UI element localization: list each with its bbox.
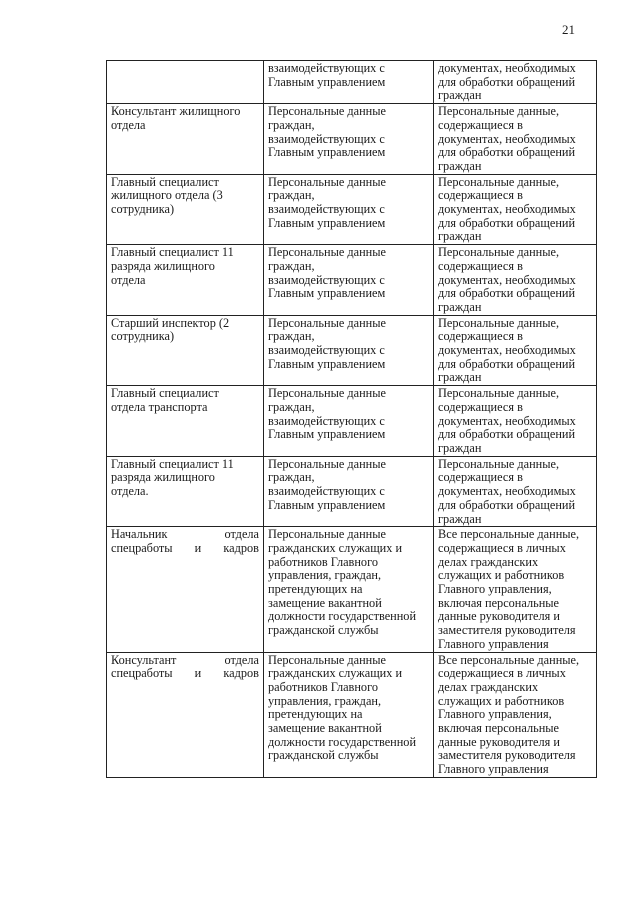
data-category-cell (264, 386, 434, 457)
data-scope-cell-line: служащих и работников (438, 693, 565, 708)
data-category-cell-line: взаимодействующих с (268, 484, 385, 499)
data-category-cell-line: Персональные данные (268, 245, 386, 260)
data-scope-cell (434, 315, 597, 386)
data-scope-cell-line: содержащиеся в (438, 470, 523, 485)
table-row (107, 456, 597, 527)
position-cell (107, 652, 264, 777)
data-category-cell-line: гражданской службы (268, 748, 379, 763)
data-category-cell-line: граждан, (268, 188, 315, 203)
data-category-cell-line: претендующих на (268, 582, 363, 597)
table-row (107, 386, 597, 457)
position-cell-line: отдела. (111, 484, 149, 499)
data-scope-cell-line: для обработки обращений (438, 215, 576, 230)
data-category-cell-line: Главным управлением (268, 215, 386, 230)
data-category-cell-line: гражданских служащих и (268, 540, 403, 555)
data-category-cell-line: Персональные данные (268, 315, 386, 330)
position-cell (107, 386, 264, 457)
data-category-cell (264, 652, 434, 777)
data-category-cell-line: Главным управлением (268, 356, 386, 371)
data-category-cell-line: взаимодействующих с (268, 413, 385, 428)
data-category-cell (264, 61, 434, 104)
data-scope-cell-line: заместителя руководителя (438, 748, 576, 763)
data-scope-cell-line: для обработки обращений (438, 427, 576, 442)
data-scope-cell-line: документах, необходимых (438, 343, 576, 358)
data-scope-cell-line: данные руководителя и (438, 734, 560, 749)
data-scope-cell (434, 104, 597, 175)
data-scope-cell (434, 527, 597, 652)
position-cell-line: Начальник отдела (111, 527, 259, 542)
data-scope-cell-line: делах гражданских (438, 554, 539, 569)
data-category-cell-line: Главным управлением (268, 427, 386, 442)
data-category-cell-line: взаимодействующих с (268, 272, 385, 287)
page-number: 21 (562, 22, 575, 37)
table-row (107, 174, 597, 245)
table-row (107, 315, 597, 386)
data-scope-cell-line: для обработки обращений (438, 145, 576, 160)
position-cell-line: Главный специалист (111, 174, 219, 189)
data-category-cell-line: граждан, (268, 329, 315, 344)
data-category-cell-line: должности государственной (268, 609, 417, 624)
data-scope-cell-line: включая персональные (438, 721, 559, 736)
data-scope-cell-line: для обработки обращений (438, 286, 576, 301)
position-cell-line: сотрудника) (111, 202, 175, 217)
data-scope-cell-line: содержащиеся в (438, 258, 523, 273)
data-category-cell-line: Персональные данные (268, 456, 386, 471)
position-cell-line: отдела (111, 117, 146, 132)
data-category-cell-line: граждан, (268, 117, 315, 132)
position-cell-line: Консультант отдела (111, 652, 259, 667)
data-category-cell-line: Персональные данные (268, 386, 386, 401)
data-scope-cell (434, 245, 597, 316)
data-scope-cell-line: делах гражданских (438, 679, 539, 694)
position-cell-line: отдела (111, 272, 146, 287)
data-category-cell-line: управления, граждан, (268, 693, 382, 708)
position-cell-line: спецработы и кадров (111, 540, 259, 555)
data-scope-cell-line: содержащиеся в (438, 329, 523, 344)
data-category-cell-line: работников Главного (268, 554, 378, 569)
position-cell (107, 245, 264, 316)
data-scope-cell-line: заместителя руководителя (438, 623, 576, 638)
data-scope-cell-line: Все персональные данные, (438, 527, 580, 542)
data-scope-cell-line: Главного управления, (438, 707, 552, 722)
position-cell (107, 527, 264, 652)
data-scope-cell-line: включая персональные (438, 595, 559, 610)
data-category-cell-line: замещение вакантной (268, 721, 382, 736)
data-category-cell (264, 245, 434, 316)
data-scope-cell (434, 456, 597, 527)
position-cell-line: жилищного отдела (3 (111, 188, 223, 203)
position-cell-line: Консультант жилищного (111, 104, 241, 119)
table-row (107, 104, 597, 175)
data-category-cell-line: Персональные данные (268, 527, 386, 542)
data-category-cell-line: гражданской службы (268, 623, 379, 638)
position-cell-line: сотрудника) (111, 329, 175, 344)
data-category-cell-line: гражданских служащих и (268, 666, 403, 681)
data-scope-cell-line: содержащиеся в (438, 117, 523, 132)
data-scope-cell-line: документах, необходимых (438, 484, 576, 499)
data-category-cell (264, 456, 434, 527)
data-scope-cell-line: Персональные данные, (438, 174, 560, 189)
table-row (107, 652, 597, 777)
data-category-cell-line: взаимодействующих с (268, 61, 385, 75)
position-cell (107, 315, 264, 386)
position-cell (107, 61, 264, 104)
position-cell-line: Главный специалист 11 (111, 456, 234, 471)
data-scope-cell-line: Персональные данные, (438, 386, 560, 401)
data-scope-cell-line: граждан (438, 229, 482, 244)
data-scope-cell (434, 386, 597, 457)
data-scope-cell-line: Все персональные данные, (438, 652, 580, 667)
data-category-cell-line: замещение вакантной (268, 595, 382, 610)
data-scope-cell-line: Главного управления, (438, 582, 552, 597)
data-category-cell-line: Главным управлением (268, 497, 386, 512)
data-scope-cell-line: граждан (438, 88, 482, 103)
data-scope-cell-line: документах, необходимых (438, 413, 576, 428)
position-cell-line: Главный специалист (111, 386, 219, 401)
data-category-cell (264, 174, 434, 245)
data-scope-cell-line: содержащиеся в (438, 399, 523, 414)
data-scope-cell-line: содержащиеся в (438, 188, 523, 203)
data-scope-cell (434, 61, 597, 104)
data-scope-cell-line: содержащиеся в личных (438, 540, 566, 555)
data-category-cell-line: должности государственной (268, 734, 417, 749)
data-category-cell-line: Персональные данные (268, 652, 386, 667)
data-scope-cell-line: Главного управления (438, 762, 549, 777)
data-scope-cell-line: Персональные данные, (438, 245, 560, 260)
data-scope-cell-line: документах, необходимых (438, 61, 576, 75)
data-category-cell-line: взаимодействующих с (268, 343, 385, 358)
position-cell (107, 174, 264, 245)
position-cell-line: Старший инспектор (2 (111, 315, 230, 330)
table-row (107, 527, 597, 652)
data-scope-cell-line: для обработки обращений (438, 356, 576, 371)
data-scope-cell-line: граждан (438, 299, 482, 314)
data-scope-cell-line: граждан (438, 158, 482, 173)
data-scope-cell-line: Персональные данные, (438, 456, 560, 471)
position-cell-line: спецработы и кадров (111, 666, 259, 681)
table-row (107, 61, 597, 104)
data-scope-cell-line: Персональные данные, (438, 104, 560, 119)
data-category-cell-line: граждан, (268, 399, 315, 414)
data-category-cell (264, 527, 434, 652)
data-scope-cell-line: для обработки обращений (438, 497, 576, 512)
data-category-cell-line: Главным управлением (268, 286, 386, 301)
data-scope-cell-line: граждан (438, 440, 482, 455)
data-category-cell (264, 315, 434, 386)
data-scope-cell-line: документах, необходимых (438, 272, 576, 287)
data-category-cell-line: работников Главного (268, 679, 378, 694)
position-cell-line: разряда жилищного (111, 470, 215, 485)
data-category-cell-line: Персональные данные (268, 174, 386, 189)
position-cell-line: разряда жилищного (111, 258, 215, 273)
data-scope-cell-line: документах, необходимых (438, 131, 576, 146)
position-cell-line: отдела транспорта (111, 399, 208, 414)
data-category-cell-line: граждан, (268, 470, 315, 485)
data-scope-cell-line: данные руководителя и (438, 609, 560, 624)
position-cell (107, 104, 264, 175)
data-scope-cell-line: Главного управления (438, 636, 549, 651)
data-category-cell (264, 104, 434, 175)
data-scope-cell-line: граждан (438, 511, 482, 526)
data-category-cell-line: граждан, (268, 258, 315, 273)
data-scope-cell (434, 652, 597, 777)
data-category-cell-line: Главным управлением (268, 145, 386, 160)
data-scope-cell-line: граждан (438, 370, 482, 385)
data-scope-cell (434, 174, 597, 245)
data-category-cell-line: взаимодействующих с (268, 131, 385, 146)
data-scope-cell-line: содержащиеся в личных (438, 666, 566, 681)
table-row (107, 245, 597, 316)
data-scope-cell-line: для обработки обращений (438, 74, 576, 89)
data-scope-cell-line: служащих и работников (438, 568, 565, 583)
table-body (107, 61, 597, 778)
data-category-cell-line: взаимодействующих с (268, 202, 385, 217)
position-cell-line: Главный специалист 11 (111, 245, 234, 260)
data-category-cell-line: претендующих на (268, 707, 363, 722)
data-category-cell-line: Главным управлением (268, 74, 386, 89)
data-scope-cell-line: документах, необходимых (438, 202, 576, 217)
data-category-cell-line: управления, граждан, (268, 568, 382, 583)
personal-data-access-table (106, 60, 597, 778)
data-scope-cell-line: Персональные данные, (438, 315, 560, 330)
position-cell (107, 456, 264, 527)
data-category-cell-line: Персональные данные (268, 104, 386, 119)
